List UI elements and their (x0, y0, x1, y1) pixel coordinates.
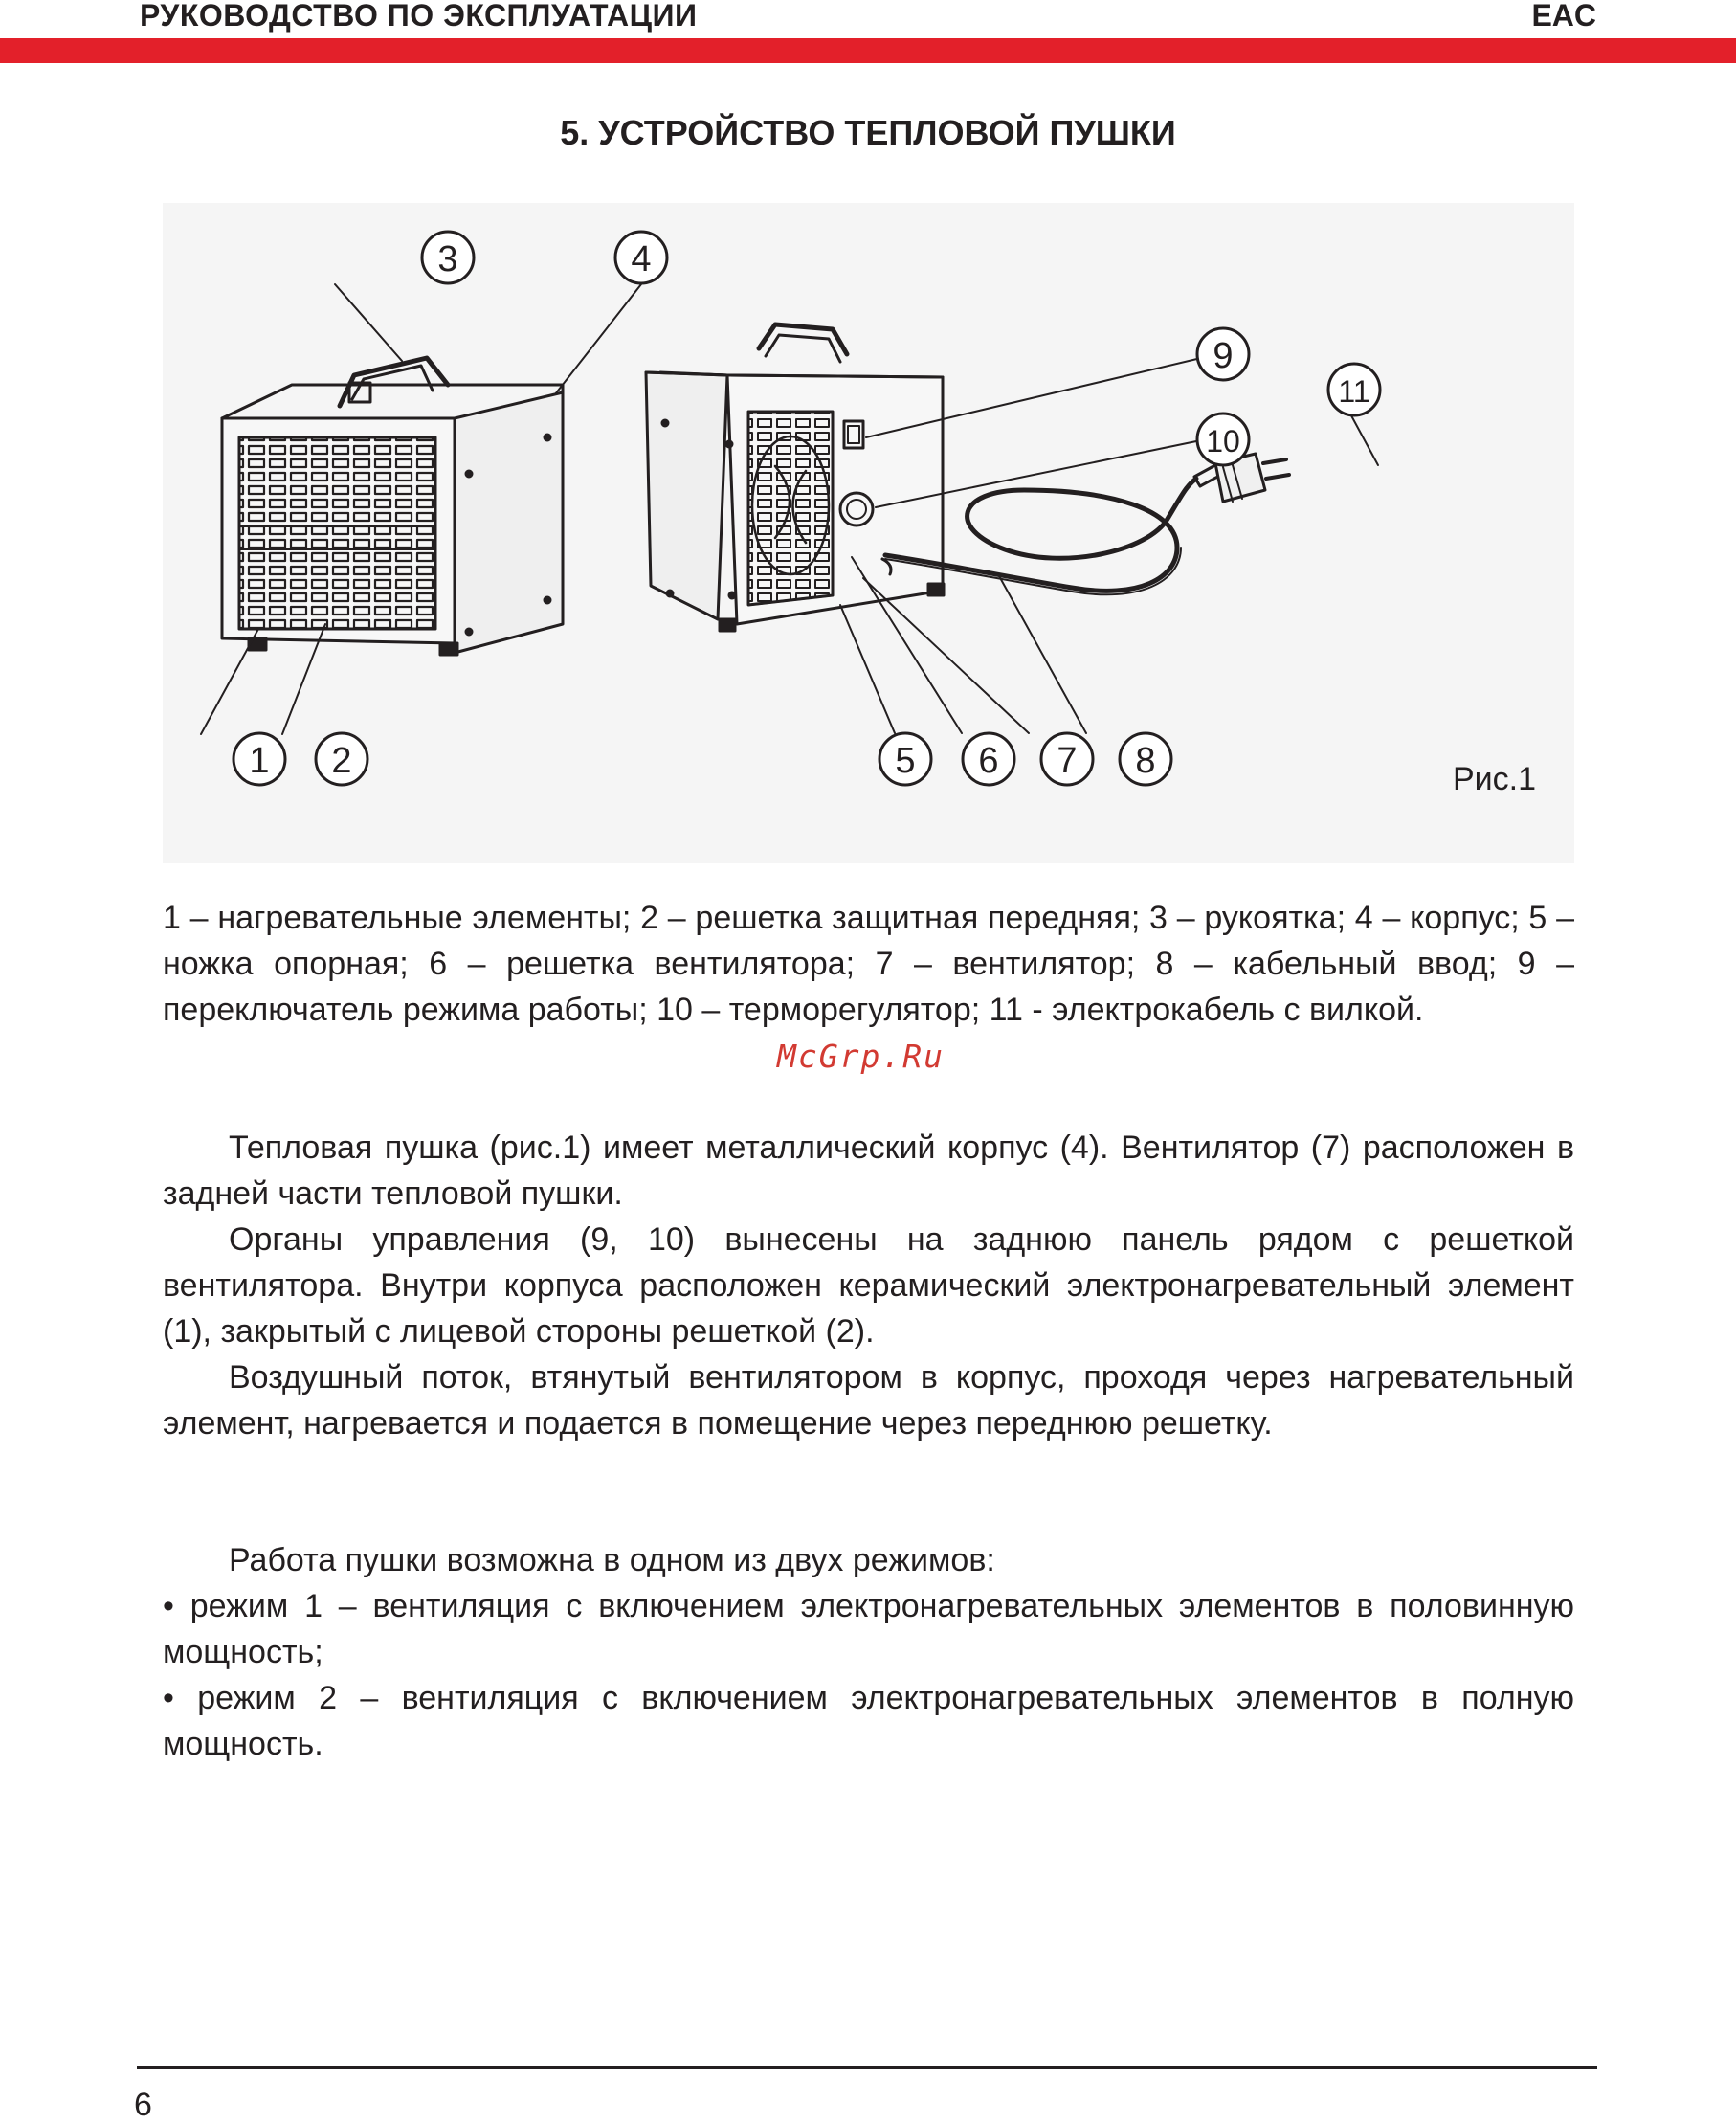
description-section (163, 1125, 1574, 1446)
callout-11-label: 11 (1338, 374, 1370, 409)
parts-legend-text: 1 – нагревательные элементы; 2 – решетка защитная передняя; 3 – рукоятка; 4 – корпус; 5 – ножка опорная; 6 – решетка вентилятора; 7 – вентилятор; 8 – кабельный ввод; 9 – переключатель режима работы; 10 – терморегулятор; 11 - электрокабель с вилкой. (163, 900, 1574, 1028)
callout-10-label: 10 (1206, 424, 1240, 458)
header-bar (0, 38, 1736, 63)
callout-11 (1328, 364, 1380, 415)
callout-9 (1197, 328, 1249, 380)
description-paragraph-2: Органы управления (9, 10) вынесены на заднюю панель рядом с решеткой вентилятора. Внутри корпуса расположен керамический электронагревательный элемент (1), закрытый с лицевой стороны решеткой (2). (163, 1221, 1574, 1350)
callout-7-label: 7 (1057, 741, 1078, 781)
header-title: РУКОВОДСТВО ПО ЭКСПЛУАТАЦИИ (140, 0, 698, 33)
heater-illustration (163, 203, 1574, 863)
callout-4-label: 4 (631, 239, 652, 279)
description-paragraph-1: Тепловая пушка (рис.1) имеет металлический корпус (4). Вентилятор (7) расположен в задней части тепловой пушки. (163, 1129, 1574, 1212)
callout-1 (234, 733, 285, 785)
callout-2 (316, 733, 367, 785)
callout-6 (963, 733, 1014, 785)
callout-8-label: 8 (1135, 741, 1156, 781)
callout-1-label: 1 (249, 741, 270, 781)
callout-3-label: 3 (437, 239, 458, 279)
callout-4 (615, 232, 667, 283)
modes-section (163, 1537, 1574, 1767)
modes-intro: Работа пушки возможна в одном из двух режимов: (229, 1542, 995, 1578)
mode-item-2: • режим 2 – вентиляция с включением электронагревательных элементов в полную мощность. (163, 1680, 1574, 1762)
figure-heater-diagram (163, 203, 1574, 863)
parts-legend (163, 895, 1574, 1033)
front-heater-drawing (222, 358, 563, 655)
callout-6-label: 6 (978, 741, 999, 781)
footer-rule (137, 2066, 1597, 2069)
callout-10 (1197, 414, 1249, 465)
certification-mark: EAC (1531, 0, 1596, 33)
description-paragraph-3: Воздушный поток, втянутый вентилятором в корпус, проходя через нагревательный элемент, нагревается и подается в помещение через переднюю решетку. (163, 1359, 1574, 1442)
section-title: 5. УСТРОЙСТВО ТЕПЛОВОЙ ПУШКИ (560, 113, 1176, 152)
callout-9-label: 9 (1213, 336, 1234, 376)
mode-item-1: • режим 1 – вентиляция с включением электронагревательных элементов в половинную мощность; (163, 1588, 1574, 1670)
watermark: McGrp.Ru (777, 1038, 945, 1075)
callout-5-label: 5 (895, 741, 916, 781)
callout-5 (879, 733, 931, 785)
rear-heater-drawing (646, 324, 1289, 631)
callout-8 (1120, 733, 1171, 785)
callout-3 (422, 232, 474, 283)
page-number: 6 (134, 2087, 152, 2123)
callout-7 (1041, 733, 1093, 785)
callout-2-label: 2 (331, 741, 352, 781)
figure-caption: Рис.1 (1453, 761, 1537, 797)
